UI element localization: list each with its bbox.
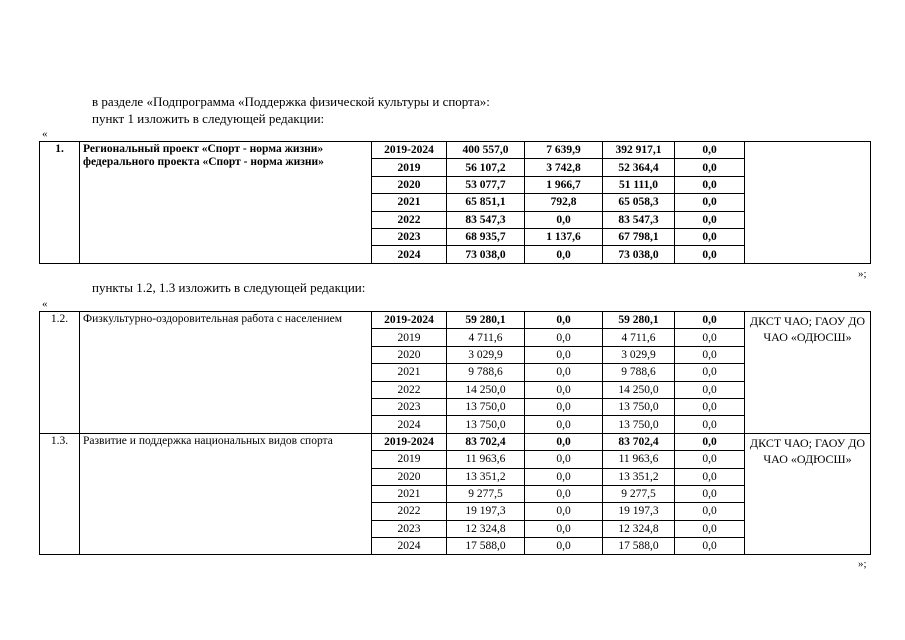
period-cell: 2022 [372, 381, 447, 398]
period-cell: 2023 [372, 398, 447, 415]
project-name-line1: Региональный проект «Спорт - норма жизни» [83, 143, 324, 155]
period-cell: 2024 [372, 246, 447, 263]
amount-cell: 0,0 [525, 416, 603, 433]
amount-cell: 0,0 [525, 503, 603, 520]
amount-cell: 19 197,3 [603, 503, 675, 520]
amount-cell: 0,0 [525, 398, 603, 415]
item-name [80, 433, 372, 555]
period-cell: 2020 [372, 346, 447, 363]
responsible-cell [745, 142, 871, 264]
amount-cell: 9 277,5 [447, 485, 525, 502]
amount-cell: 0,0 [675, 485, 745, 502]
period-cell: 2019 [372, 159, 447, 176]
amount-cell: 9 788,6 [603, 364, 675, 381]
amount-cell: 13 351,2 [447, 468, 525, 485]
item-name-text: Физкультурно-оздоровительная работа с населением [83, 313, 342, 325]
amount-cell: 12 324,8 [603, 520, 675, 537]
amount-cell: 4 711,6 [447, 329, 525, 346]
amount-cell: 13 750,0 [603, 416, 675, 433]
amount-cell: 0,0 [675, 520, 745, 537]
amount-cell: 0,0 [675, 194, 745, 211]
amount-cell: 59 280,1 [603, 312, 675, 329]
amount-cell: 13 750,0 [447, 398, 525, 415]
amount-cell: 51 111,0 [603, 176, 675, 193]
amount-cell: 1 966,7 [525, 176, 603, 193]
amount-cell: 1 137,6 [525, 228, 603, 245]
amount-cell: 0,0 [675, 451, 745, 468]
item-number: 1.3. [40, 433, 80, 555]
amount-cell: 0,0 [675, 503, 745, 520]
amount-cell: 11 963,6 [447, 451, 525, 468]
amount-cell: 0,0 [525, 211, 603, 228]
amount-cell: 0,0 [525, 520, 603, 537]
amount-cell: 13 351,2 [603, 468, 675, 485]
close-quote-1: »; [858, 268, 867, 280]
period-cell: 2023 [372, 228, 447, 245]
amount-cell: 0,0 [675, 346, 745, 363]
period-cell: 2023 [372, 520, 447, 537]
period-cell: 2021 [372, 194, 447, 211]
amount-cell: 52 364,4 [603, 159, 675, 176]
amount-cell: 0,0 [675, 416, 745, 433]
section-instruction: в разделе «Подпрограмма «Поддержка физической культуры и спорта»: [92, 94, 490, 109]
amount-cell: 3 029,9 [447, 346, 525, 363]
amount-cell: 17 588,0 [447, 538, 525, 555]
amount-cell: 14 250,0 [603, 381, 675, 398]
table-points-1-2-1-3 [39, 311, 871, 555]
amount-cell: 4 711,6 [603, 329, 675, 346]
amount-cell: 0,0 [675, 381, 745, 398]
open-quote-1: « [42, 128, 48, 140]
amount-cell: 53 077,7 [447, 176, 525, 193]
amount-cell: 17 588,0 [603, 538, 675, 555]
amount-cell: 0,0 [675, 433, 745, 450]
point-instruction: пункт 1 изложить в следующей редакции: [92, 111, 325, 126]
amount-cell: 12 324,8 [447, 520, 525, 537]
amount-cell: 9 277,5 [603, 485, 675, 502]
period-cell: 2020 [372, 176, 447, 193]
period-cell: 2022 [372, 503, 447, 520]
amount-cell: 83 547,3 [603, 211, 675, 228]
table-row [40, 142, 871, 159]
amount-cell: 0,0 [675, 312, 745, 329]
open-quote-2: « [42, 298, 48, 310]
amount-cell: 83 702,4 [447, 433, 525, 450]
responsible-cell: ДКСТ ЧАО; ГАОУ ДО ЧАО «ОДЮСШ» [745, 433, 871, 555]
points-instruction: пункты 1.2, 1.3 изложить в следующей редакции: [92, 280, 366, 295]
amount-cell: 3 742,8 [525, 159, 603, 176]
amount-cell: 0,0 [675, 329, 745, 346]
period-cell: 2019-2024 [372, 433, 447, 450]
period-cell: 2020 [372, 468, 447, 485]
amount-cell: 0,0 [675, 398, 745, 415]
amount-cell: 83 702,4 [603, 433, 675, 450]
close-quote-2: »; [858, 558, 867, 570]
amount-cell: 65 058,3 [603, 194, 675, 211]
period-cell: 2019 [372, 451, 447, 468]
amount-cell: 0,0 [525, 468, 603, 485]
amount-cell: 0,0 [525, 538, 603, 555]
amount-cell: 56 107,2 [447, 159, 525, 176]
amount-cell: 68 935,7 [447, 228, 525, 245]
amount-cell: 0,0 [525, 346, 603, 363]
table-project-1 [39, 141, 871, 264]
amount-cell: 14 250,0 [447, 381, 525, 398]
amount-cell: 0,0 [675, 142, 745, 159]
amount-cell: 83 547,3 [447, 211, 525, 228]
amount-cell: 13 750,0 [603, 398, 675, 415]
amount-cell: 0,0 [525, 312, 603, 329]
amount-cell: 67 798,1 [603, 228, 675, 245]
amount-cell: 7 639,9 [525, 142, 603, 159]
amount-cell: 0,0 [525, 433, 603, 450]
amount-cell: 9 788,6 [447, 364, 525, 381]
amount-cell: 0,0 [675, 159, 745, 176]
amount-cell: 0,0 [675, 468, 745, 485]
period-cell: 2021 [372, 485, 447, 502]
period-cell: 2024 [372, 416, 447, 433]
amount-cell: 0,0 [675, 538, 745, 555]
amount-cell: 792,8 [525, 194, 603, 211]
table-row [40, 312, 871, 329]
period-cell: 2019 [372, 329, 447, 346]
amount-cell: 11 963,6 [603, 451, 675, 468]
item-name [80, 312, 372, 434]
amount-cell: 0,0 [675, 228, 745, 245]
amount-cell: 13 750,0 [447, 416, 525, 433]
amount-cell: 3 029,9 [603, 346, 675, 363]
amount-cell: 0,0 [525, 364, 603, 381]
amount-cell: 0,0 [675, 211, 745, 228]
amount-cell: 0,0 [525, 329, 603, 346]
amount-cell: 392 917,1 [603, 142, 675, 159]
amount-cell: 0,0 [525, 246, 603, 263]
item-name [80, 142, 372, 264]
period-cell: 2024 [372, 538, 447, 555]
amount-cell: 0,0 [675, 176, 745, 193]
period-cell: 2019-2024 [372, 142, 447, 159]
item-number: 1. [40, 142, 80, 264]
responsible-cell: ДКСТ ЧАО; ГАОУ ДО ЧАО «ОДЮСШ» [745, 312, 871, 434]
period-cell: 2019-2024 [372, 312, 447, 329]
amount-cell: 0,0 [675, 246, 745, 263]
period-cell: 2021 [372, 364, 447, 381]
period-cell: 2022 [372, 211, 447, 228]
item-number: 1.2. [40, 312, 80, 434]
amount-cell: 59 280,1 [447, 312, 525, 329]
amount-cell: 73 038,0 [447, 246, 525, 263]
project-name-line2: федерального проекта «Спорт - норма жизни» [83, 156, 324, 168]
table-row [40, 433, 871, 450]
amount-cell: 0,0 [525, 485, 603, 502]
item-name-text: Развитие и поддержка национальных видов спорта [83, 434, 333, 447]
amount-cell: 0,0 [525, 381, 603, 398]
amount-cell: 65 851,1 [447, 194, 525, 211]
amount-cell: 400 557,0 [447, 142, 525, 159]
amount-cell: 19 197,3 [447, 503, 525, 520]
amount-cell: 0,0 [675, 364, 745, 381]
amount-cell: 0,0 [525, 451, 603, 468]
amount-cell: 73 038,0 [603, 246, 675, 263]
